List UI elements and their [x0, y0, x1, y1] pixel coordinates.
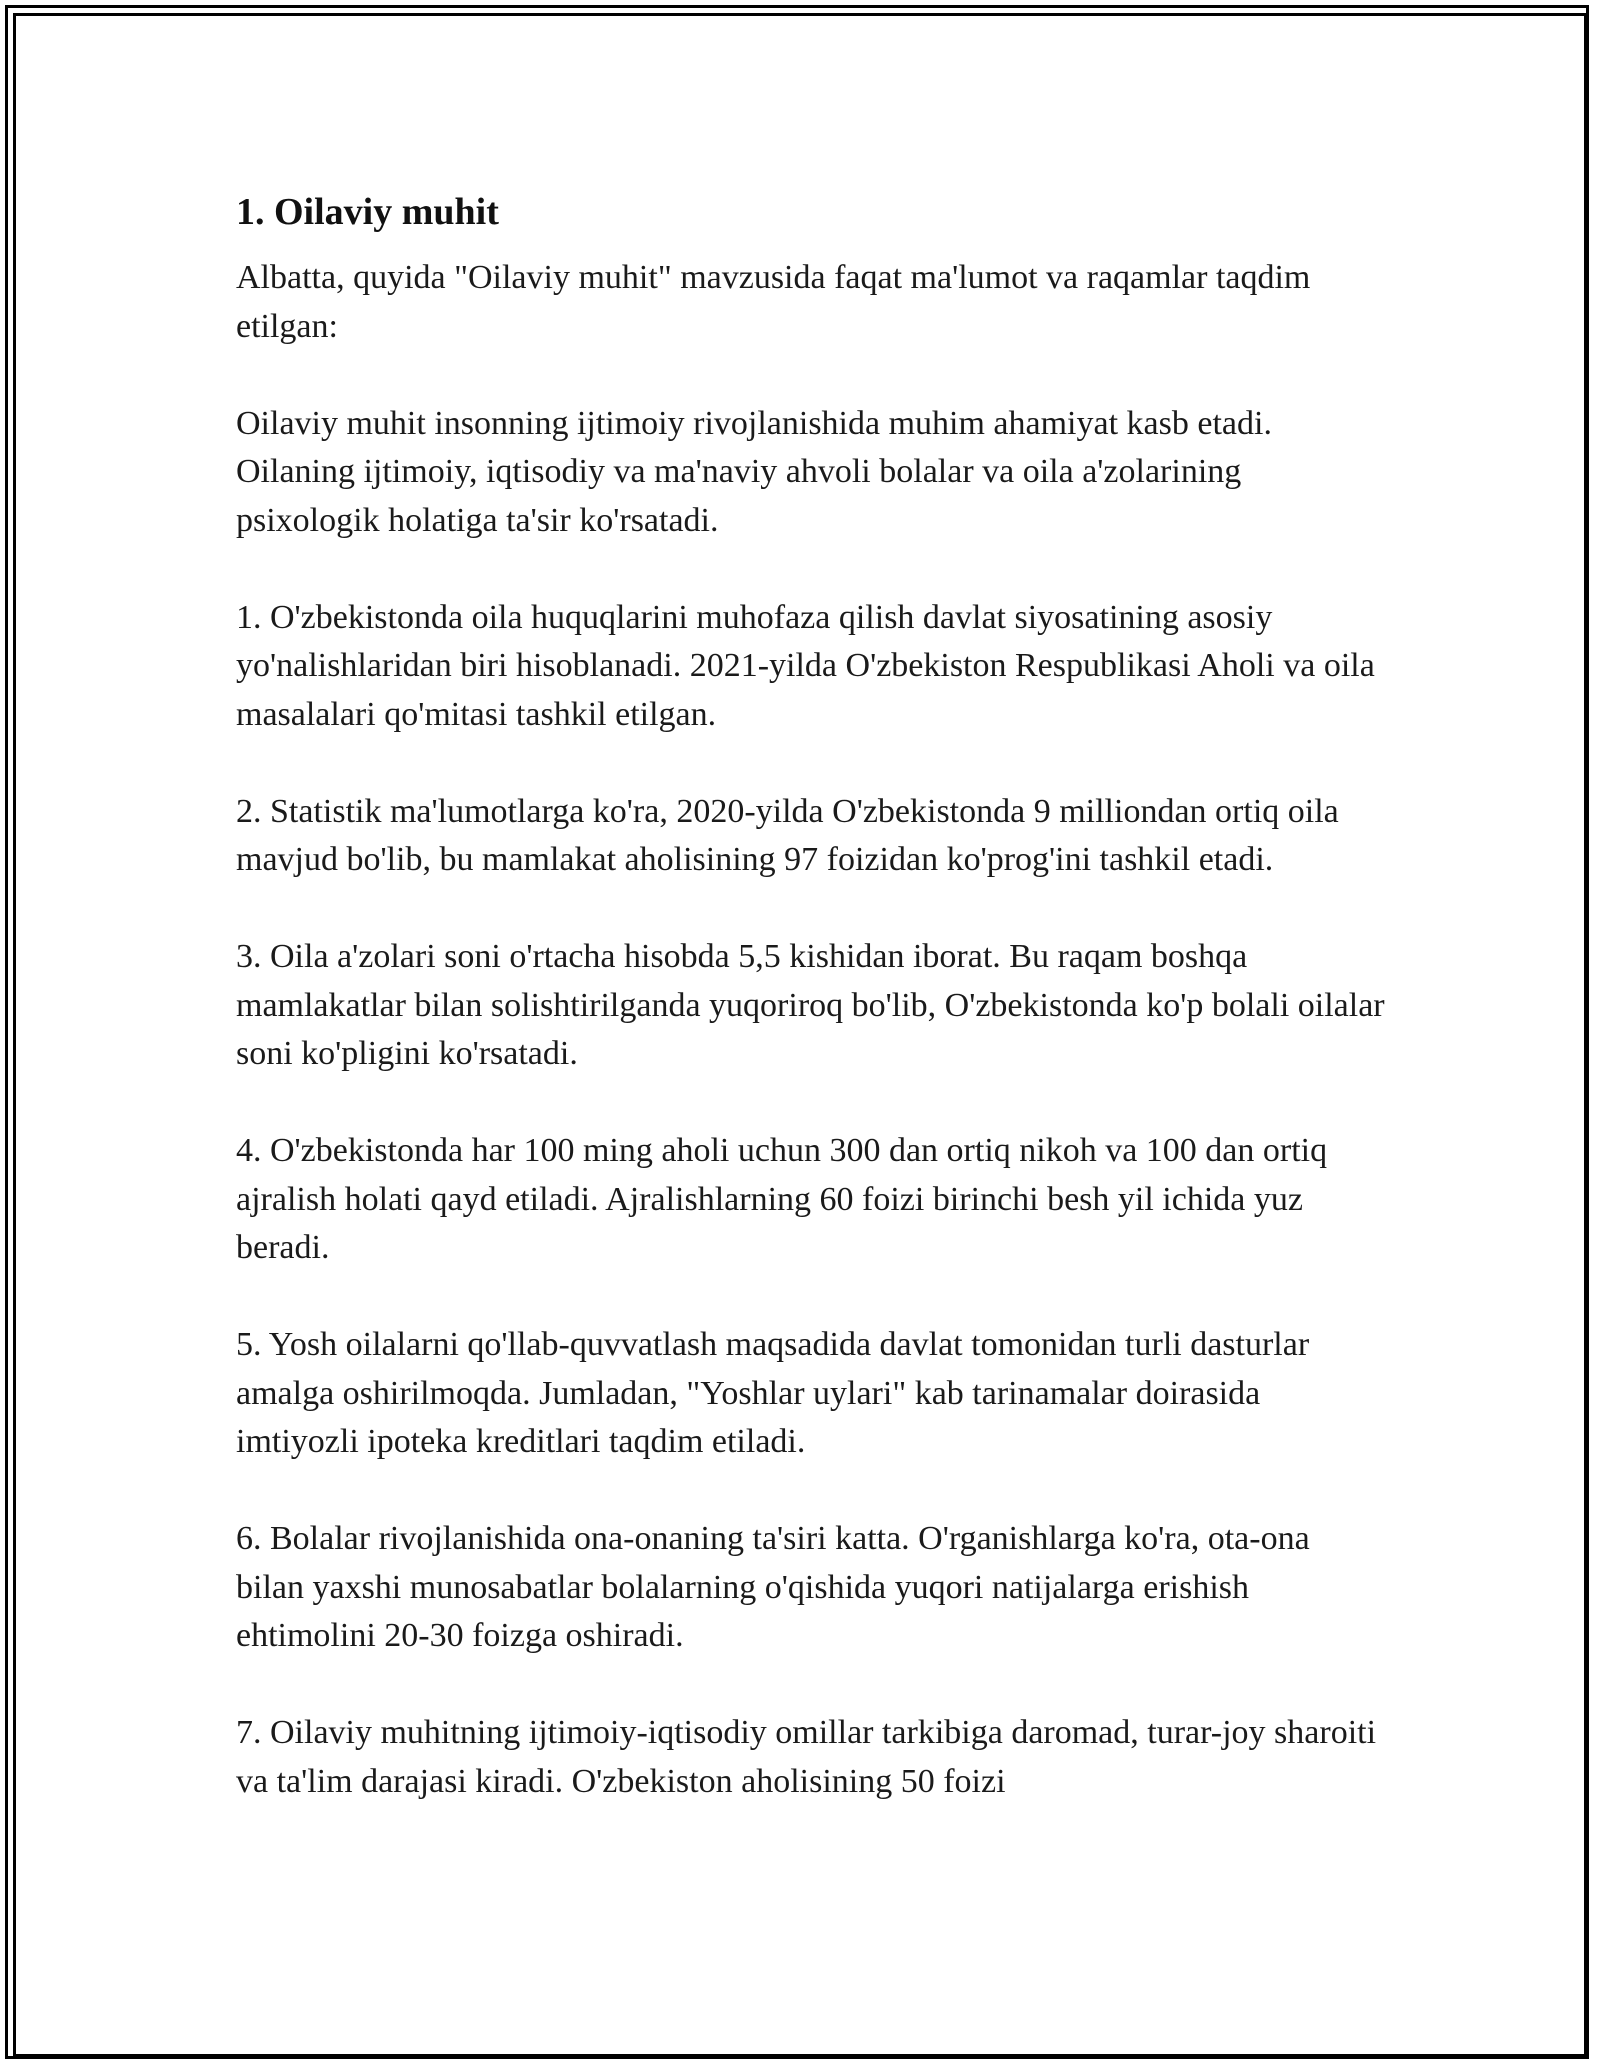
point-4-paragraph: 4. O'zbekistonda har 100 ming aholi uchun 300 dan ortiq nikoh va 100 dan ortiq ajralish holati qayd etiladi. Ajralishlarning 60 foizi birinchi besh yil ichida yuz beradi.: [236, 1132, 1328, 1266]
point-1-paragraph: 1. O'zbekistonda oila huquqlarini muhofaza qilish davlat siyosatining asosiy yo'nalishlaridan biri hisoblanadi. 2021-yilda O'zbekiston Respublikasi Aholi va oila masalalari qo'mitasi tashkil etilgan.: [236, 598, 1375, 733]
overview-paragraph: Oilaviy muhit insonning ijtimoiy rivojlanishida muhim ahamiyat kasb etadi. Oilaning ijtimoiy, iqtisodiy va ma'naviy ahvoli bolalar va oila a'zolarining psixologik holatiga ta'sir ko'rsatadi.: [236, 404, 1272, 539]
point-3-paragraph: 3. Oila a'zolari soni o'rtacha hisobda 5,5 kishidan iborat. Bu raqam boshqa mamlakatlar bilan solishtirilganda yuqoriroq bo'lib, O'zbekistonda ko'p bolali oilalar soni ko'pligini ko'rsatadi.: [236, 938, 1385, 1072]
point-6-paragraph: 6. Bolalar rivojlanishida ona-onaning ta'siri katta. O'rganishlarga ko'ra, ota-ona bilan yaxshi munosabatlar bolalarning o'qishida yuqori natijalarga erishish ehtimolini 20-30 foizga oshiradi.: [236, 1520, 1310, 1654]
document-body: [236, 184, 1386, 1855]
section-heading: 1. Oilaviy muhit: [236, 191, 499, 233]
intro-paragraph: Albatta, quyida "Oilaviy muhit" mavzusida faqat ma'lumot va raqamlar taqdim etilgan:: [236, 259, 1311, 345]
point-5-paragraph: 5. Yosh oilalarni qo'llab-quvvatlash maqsadida davlat tomonidan turli dasturlar amalga oshirilmoqda. Jumladan, "Yoshlar uylari" kab tarinamalar doirasida imtiyozli ipoteka kreditlari taqdim etiladi.: [236, 1326, 1310, 1460]
point-7-paragraph: 7. Oilaviy muhitning ijtimoiy-iqtisodiy omillar tarkibiga daromad, turar-joy sharoiti va ta'lim darajasi kiradi. O'zbekiston aholisining 50 foizi: [236, 1714, 1377, 1800]
point-2-paragraph: 2. Statistik ma'lumotlarga ko'ra, 2020-yilda O'zbekistonda 9 milliondan ortiq oila mavjud bo'lib, bu mamlakat aholisining 97 foizidan ko'prog'ini tashkil etadi.: [236, 792, 1339, 878]
